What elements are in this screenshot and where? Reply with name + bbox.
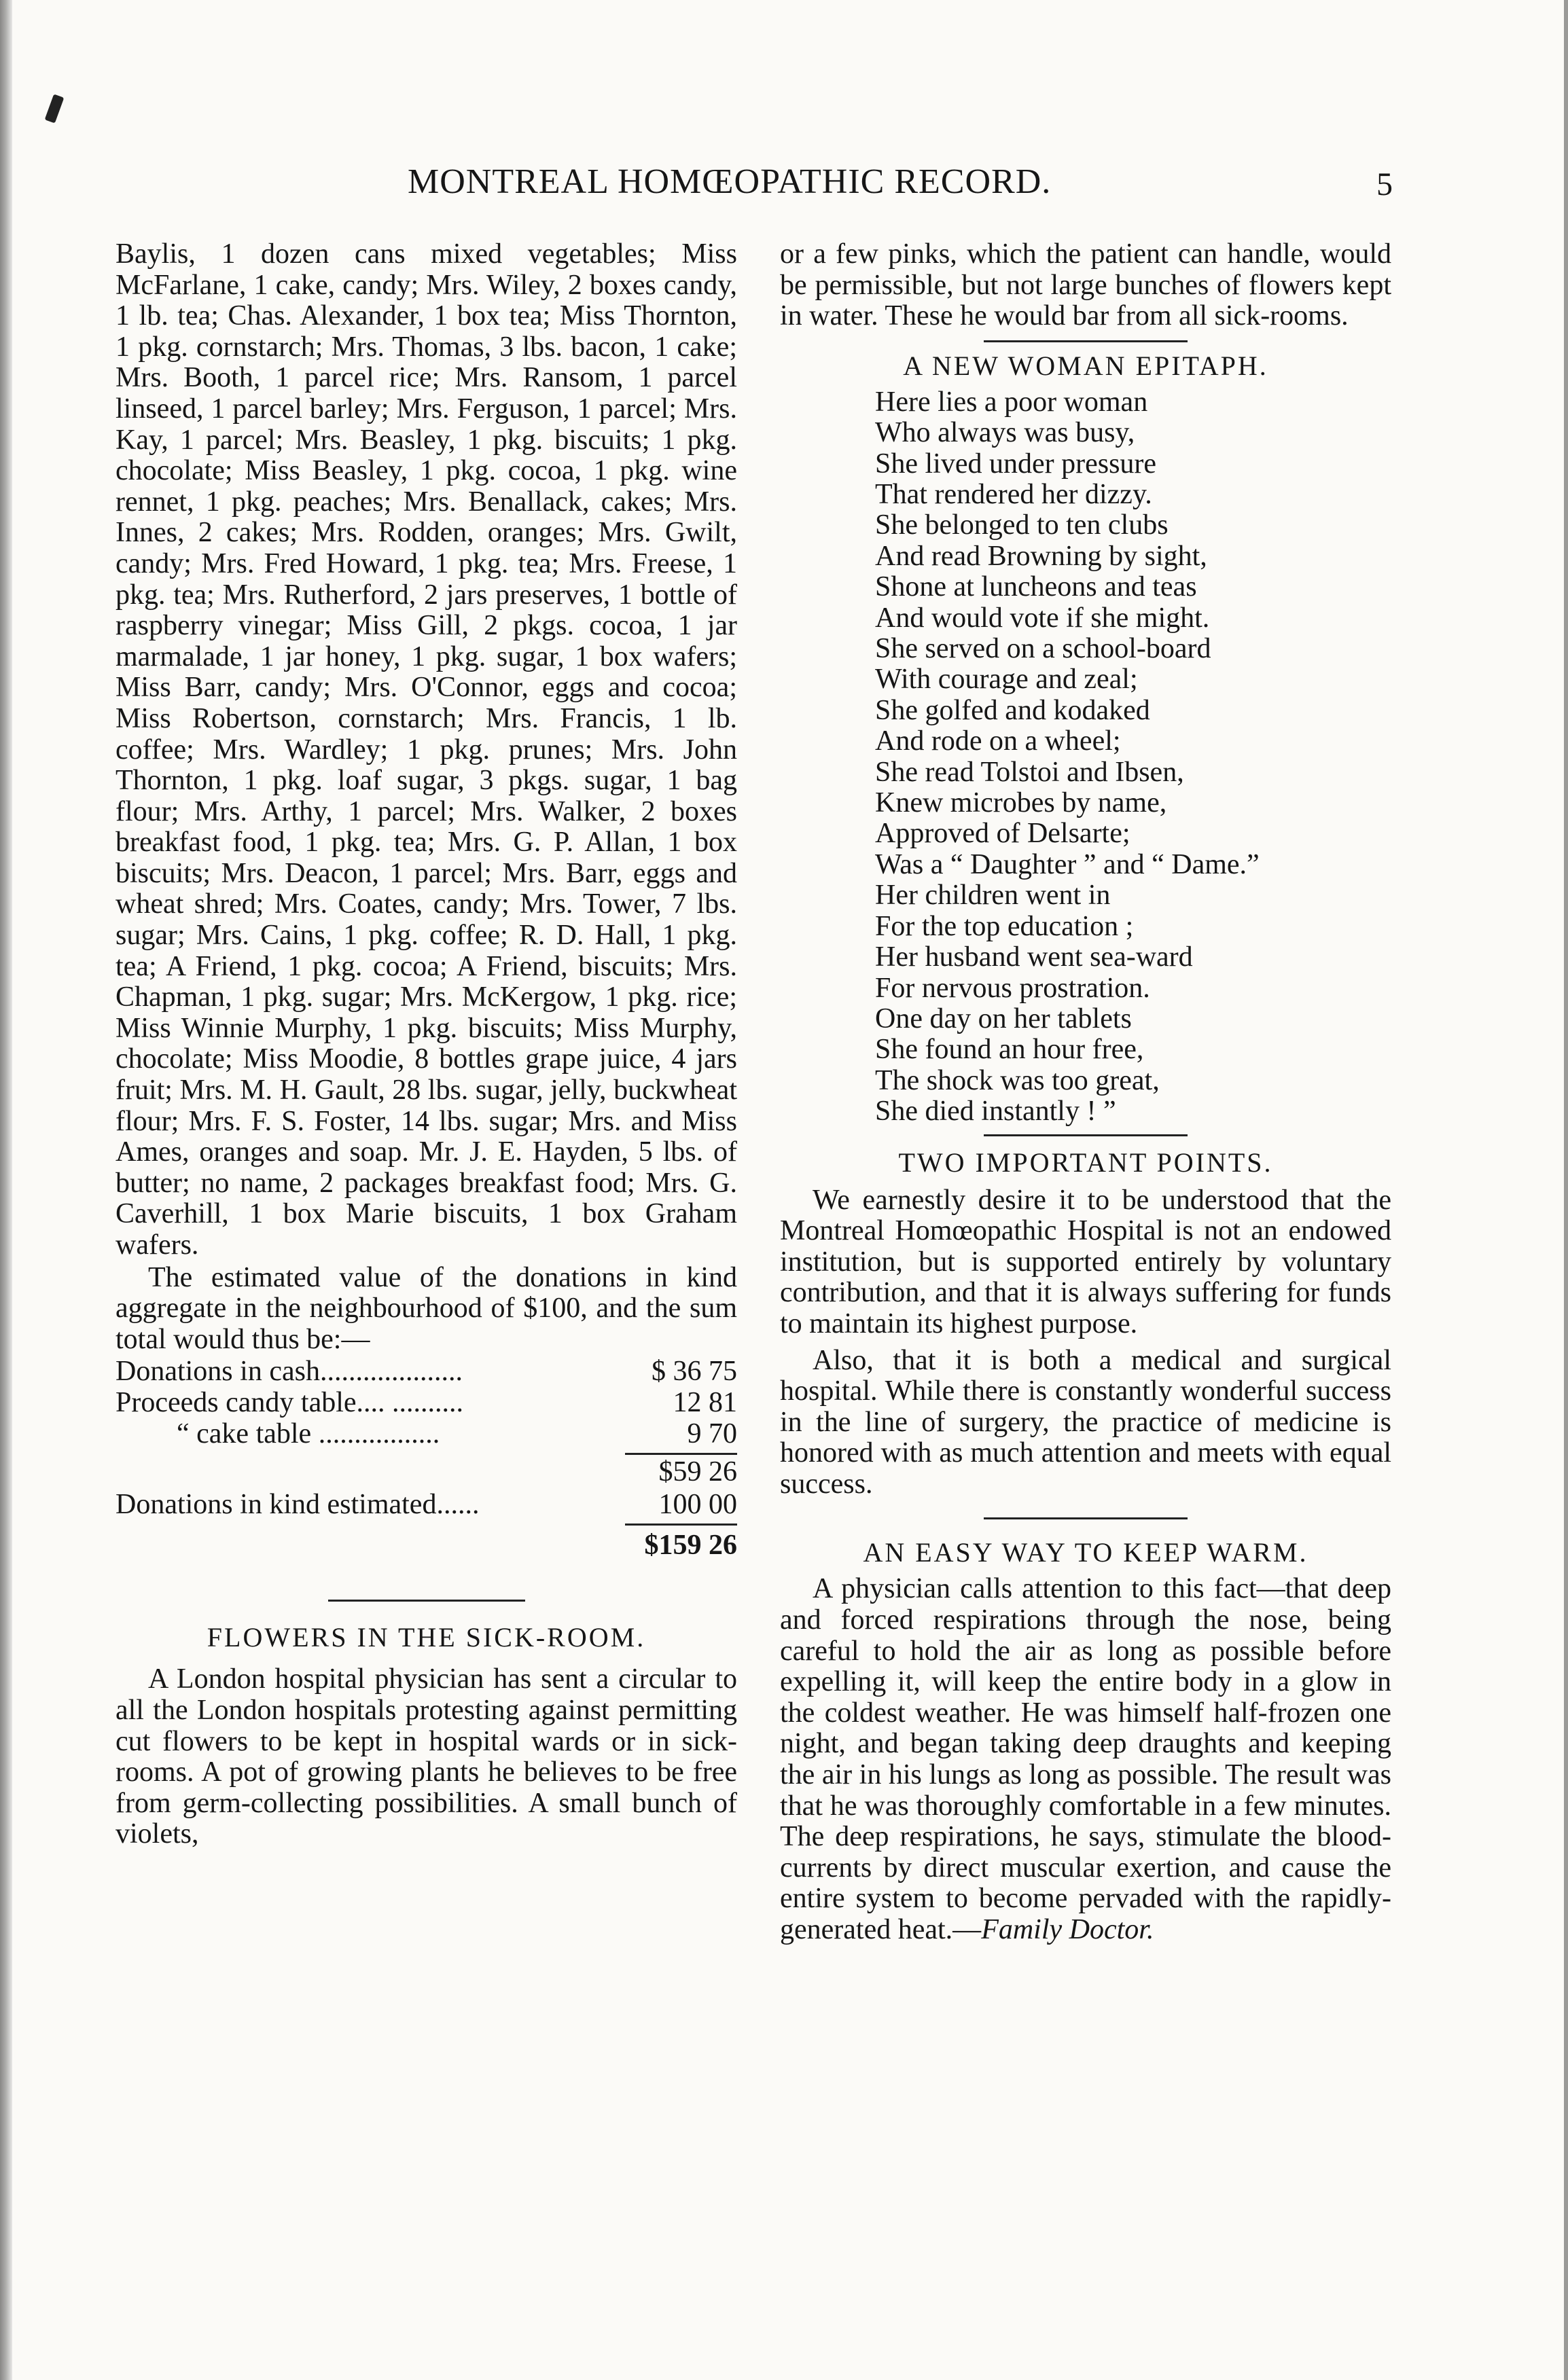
- poem-line: For nervous prostration.: [875, 972, 1150, 1004]
- poem-line: Knew microbes by name,: [875, 787, 1167, 819]
- poem-line: That rendered her dizzy.: [875, 479, 1152, 510]
- account-row-candy: [115, 1388, 737, 1419]
- section-divider: [984, 1517, 1188, 1519]
- keep-warm-paragraph: [780, 1574, 1391, 1945]
- subtotal-amount: $59 26: [658, 1456, 737, 1488]
- scan-edge-left: [0, 0, 12, 2380]
- keep-warm-text: A physician calls attention to this fact—that deep and forced respirations through the nose, being careful to hold the air as long as possible before expelling it, will keep the entire body in a glow in the coldest weather. He was himself half-frozen one night, and began taking deep draughts and keeping the air in his lungs as long as possible. The result was that he was thoroughly comfortable in a few minutes. The deep respirations, he says, stimulate the blood-currents by direct muscular exertion, and cause the entire system to become pervaded with the rapidly-generated heat.—: [780, 1573, 1391, 1945]
- account-row-cake: [115, 1419, 737, 1450]
- epitaph-poem: [875, 387, 1391, 1128]
- subtotal-rule: [625, 1453, 737, 1455]
- page-title: MONTREAL HOMŒOPATHIC RECORD.: [408, 162, 1052, 201]
- poem-line: Her husband went sea-ward: [875, 941, 1193, 973]
- account-row-cash: [115, 1356, 737, 1388]
- poem-line: With courage and zeal;: [875, 664, 1138, 696]
- subtotal-row: [115, 1450, 737, 1488]
- two-points-heading: TWO IMPORTANT POINTS.: [898, 1147, 1273, 1178]
- account-amount: 12 81: [673, 1387, 737, 1419]
- account-label: Donations in kind estimated......: [115, 1489, 480, 1521]
- poem-line: One day on her tablets: [875, 1003, 1132, 1034]
- flowers-paragraph: A London hospital physician has sent a circular to all the London hospitals protesting against permitting cut flowers to be kept in hospital wards or in sick-rooms. A pot of growing plants he believes to be free from germ-collecting possibilities. A small bunch of violets,: [115, 1663, 737, 1850]
- poem-line: The shock was too great,: [875, 1064, 1160, 1096]
- poem-line: Approved of Delsarte;: [875, 818, 1130, 850]
- estimate-paragraph: The estimated value of the donations in kind aggregate in the neighbourhood of $100, and the sum total would thus be:—: [115, 1261, 737, 1355]
- account-amount: $ 36 75: [652, 1356, 737, 1388]
- total-amount: $159 26: [644, 1530, 737, 1562]
- accounts-table: [115, 1356, 737, 1562]
- poem-line: Her children went in: [875, 880, 1111, 912]
- section-divider: [984, 340, 1188, 342]
- poem-line: She lived under pressure: [875, 448, 1157, 480]
- page-header: [115, 162, 1393, 209]
- page-number: 5: [1376, 166, 1393, 202]
- right-column: [780, 239, 1391, 1946]
- account-label: Donations in cash....................: [115, 1356, 463, 1388]
- section-divider: [328, 1600, 525, 1602]
- account-amount: 9 70: [687, 1418, 737, 1450]
- poem-line: She read Tolstoi and Ibsen,: [875, 756, 1184, 788]
- poem-line: And would vote if she might.: [875, 602, 1210, 634]
- flowers-continued-paragraph: or a few pinks, which the patient can handle, would be permissible, but not large bunches of flowers kept in water. These he would bar from all sick-rooms.: [780, 238, 1391, 332]
- poem-line: Was a “ Daughter ” and “ Dame.”: [875, 848, 1260, 880]
- keep-warm-heading: AN EASY WAY TO KEEP WARM.: [863, 1537, 1308, 1568]
- poem-line: She golfed and kodaked: [875, 694, 1150, 726]
- poem-line: She belonged to ten clubs: [875, 509, 1169, 541]
- two-points-paragraph-2: Also, that it is both a medical and surgical hospital. While there is constantly wonderful success in the line of surgery, the practice of medicine is honored with as much attention and meets with equal success.: [780, 1344, 1391, 1500]
- total-rule: [625, 1523, 737, 1526]
- poem-line: She died instantly ! ”: [875, 1096, 1116, 1128]
- poem-line: And rode on a wheel;: [875, 725, 1121, 757]
- poem-line: For the top education ;: [875, 910, 1134, 942]
- account-amount: 100 00: [658, 1489, 737, 1521]
- scan-speck: [45, 94, 65, 123]
- section-divider: [984, 1134, 1188, 1136]
- epitaph-heading: A NEW WOMAN EPITAPH.: [903, 350, 1268, 381]
- poem-line: She served on a school-board: [875, 633, 1211, 665]
- keep-warm-source: Family Doctor.: [981, 1914, 1154, 1945]
- poem-line: And read Browning by sight,: [875, 540, 1207, 572]
- donors-paragraph: Baylis, 1 dozen cans mixed vegetables; Miss McFarlane, 1 cake, candy; Mrs. Wiley, 2 boxes candy, 1 lb. tea; Chas. Alexander, 1 box tea; Miss Thornton, 1 pkg. cornstarch; Mrs. Thomas, 3 lbs. bacon, 1 cake; Mrs. Booth, 1 parcel rice; Mrs. Ransom, 1 parcel linseed, 1 parcel barley; Mrs. Ferguson, 1 parcel; Mrs. Kay, 1 parcel; Mrs. Beasley, 1 pkg. biscuits; 1 pkg. chocolate; Miss Beasley, 1 pkg. cocoa, 1 pkg. wine rennet, 1 pkg. peaches; Mrs. Benallack, cakes; Mrs. Innes, 2 cakes; Mrs. Rodden, oranges; Mrs. Gwilt, candy; Mrs. Fred Howard, 1 pkg. tea; Mrs. Freese, 1 pkg. tea; Mrs. Rutherford, 2 jars preserves, 1 bottle of raspberry vinegar; Miss Gill, 2 pkgs. cocoa, 1 jar marmalade, 1 jar honey, 1 pkg. sugar, 1 box wafers; Miss Barr, candy; Mrs. O'Connor, eggs and cocoa; Miss Robertson, cornstarch; Mrs. Francis, 1 lb. coffee; Mrs. Wardley; 1 pkg. prunes; Mrs. John Thornton, 1 pkg. loaf sugar, 3 pkgs. sugar, 1 bag flour; Mrs. Arthy, 1 parcel; Mrs. Walker, 2 boxes breakfast food, 1 pkg. tea; Mrs. G. P. Allan, 1 box biscuits; Mrs. Deacon, 1 parcel; Mrs. Barr, eggs and wheat shred; Mrs. Coates, candy; Mrs. Tower, 7 lbs. sugar; Mrs. Cains, 1 pkg. coffee; R. D. Hall, 1 pkg. tea; A Friend, 1 pkg. cocoa; A Friend, biscuits; Mrs. Chapman, 1 pkg. sugar; Mrs. McKergow, 1 pkg. rice; Miss Winnie Murphy, 1 pkg. biscuits; Miss Murphy, chocolate; Miss Moodie, 8 bottles grape juice, 4 jars fruit; Mrs. M. H. Gault, 28 lbs. sugar, jelly, buckwheat flour; Mrs. F. S. Foster, 14 lbs. sugar; Mrs. and Miss Ames, oranges and soap. Mr. J. E. Hayden, 5 lbs. of butter; no name, 2 packages breakfast food; Mrs. G. Caverhill, 1 box Marie biscuits, 1 box Graham wafers.: [115, 238, 737, 1261]
- scan-edge-right: [1564, 0, 1568, 2380]
- total-row: [115, 1521, 737, 1562]
- poem-line: Who always was busy,: [875, 417, 1135, 449]
- poem-line: Here lies a poor woman: [875, 386, 1148, 418]
- account-row-kind: [115, 1490, 737, 1521]
- flowers-heading: FLOWERS IN THE SICK-ROOM.: [207, 1622, 646, 1653]
- account-label: “ cake table .................: [177, 1418, 440, 1450]
- two-points-paragraph-1: We earnestly desire it to be understood that the Montreal Homœopathic Hospital is not an endowed institution, but is supported entirely by voluntary contribution, and that it is always suffering for funds to maintain its highest purpose.: [780, 1184, 1391, 1339]
- poem-line: She found an hour free,: [875, 1034, 1144, 1066]
- left-column: [115, 239, 737, 1850]
- poem-line: Shone at luncheons and teas: [875, 571, 1197, 603]
- account-label: Proceeds candy table.... ..........: [115, 1387, 464, 1419]
